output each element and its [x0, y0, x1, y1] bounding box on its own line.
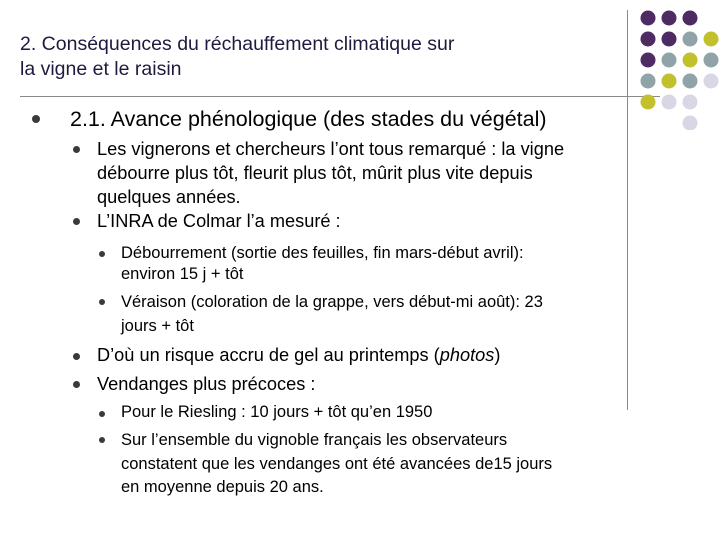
bullet-dot: [99, 299, 105, 305]
sub-bullet-text: environ 15 j + tôt: [121, 265, 244, 283]
sub-bullet-text: Pour le Riesling : 10 jours + tôt qu’en 1950: [121, 403, 433, 421]
bullet-dot: [73, 218, 80, 225]
deco-dot: [704, 53, 719, 68]
heading-bullet-text: 2.1. Avance phénologique (des stades du végétal): [70, 107, 547, 131]
slide-title-line-2: la vigne et le raisin: [20, 58, 182, 80]
deco-dot: [683, 95, 698, 110]
bullet-dot: [73, 146, 80, 153]
deco-dot: [662, 74, 677, 89]
bullet-dot: [99, 437, 105, 443]
bullet-dot: [73, 381, 80, 388]
bullet-dot: [73, 353, 80, 360]
deco-dot: [641, 74, 656, 89]
bullet-text: Vendanges plus précoces :: [97, 374, 316, 394]
deco-dot: [641, 53, 656, 68]
deco-dot: [662, 32, 677, 47]
bullet-text: débourre plus tôt, fleurit plus tôt, mûrit plus vite depuis: [97, 163, 533, 183]
sub-bullet-text: constatent que les vendanges ont été avancées de15 jours: [121, 455, 553, 473]
bullet-dot: [32, 115, 40, 123]
deco-dot: [641, 95, 656, 110]
sub-bullet-text: Sur l’ensemble du vignoble français les observateurs: [121, 431, 508, 449]
bullet-text: [97, 344, 500, 366]
deco-dot: [662, 11, 677, 26]
deco-dot: [683, 11, 698, 26]
deco-dot: [662, 53, 677, 68]
bullet-dot: [99, 251, 105, 257]
deco-dot: [683, 53, 698, 68]
deco-dot: [641, 32, 656, 47]
sub-bullet-text: Véraison (coloration de la grappe, vers début-mi août): 23: [121, 293, 543, 311]
sub-bullet-text: Débourrement (sortie des feuilles, fin mars-début avril):: [121, 244, 524, 262]
sub-bullet-text: en moyenne depuis 20 ans.: [121, 478, 324, 496]
bullet-text-prefix: D’où un risque accru de gel au printemps (: [97, 345, 440, 365]
bullet-text-suffix: ): [494, 345, 501, 365]
deco-dot: [683, 116, 698, 131]
deco-dot: [683, 32, 698, 47]
deco-dot: [662, 95, 677, 110]
deco-dot: [641, 11, 656, 26]
bullet-text-italic: photos: [439, 345, 495, 365]
bullet-text: quelques années.: [97, 187, 241, 207]
deco-dot: [704, 74, 719, 89]
bullet-dot: [99, 411, 105, 417]
bullet-text: L’INRA de Colmar l’a mesuré :: [97, 211, 341, 231]
sub-bullet-text: jours + tôt: [121, 317, 194, 335]
bullet-text: Les vignerons et chercheurs l’ont tous remarqué : la vigne: [97, 139, 565, 159]
slide-title-line-1: 2. Conséquences du réchauffement climatique sur: [20, 33, 455, 55]
deco-dot: [683, 74, 698, 89]
deco-dot: [704, 32, 719, 47]
